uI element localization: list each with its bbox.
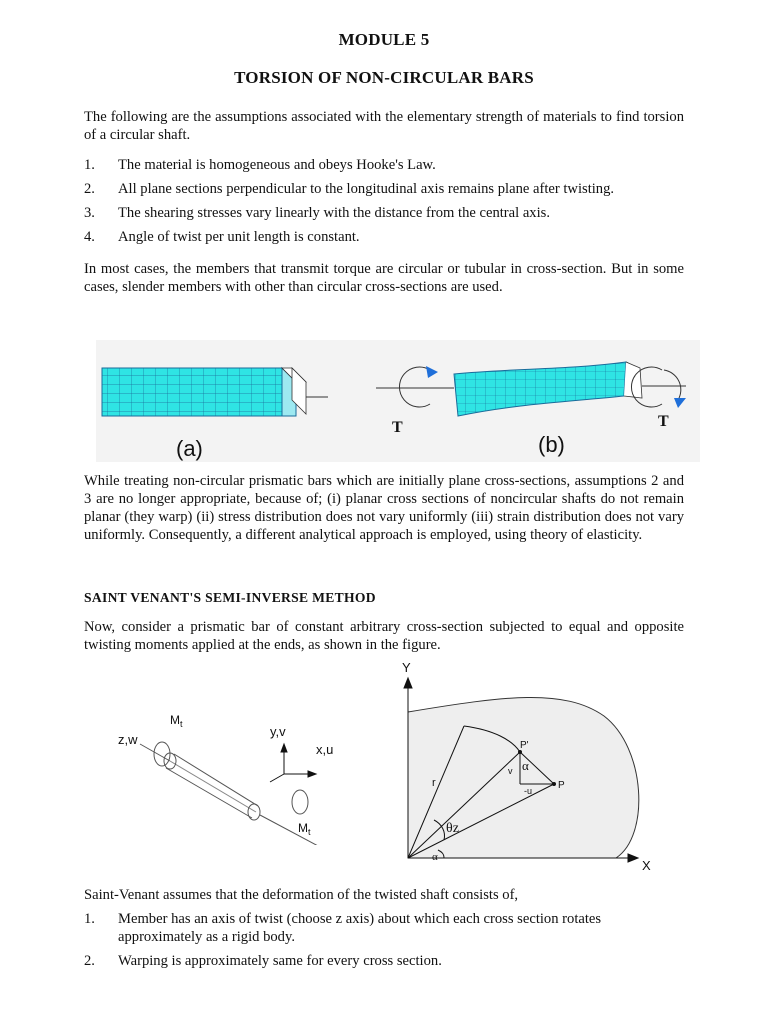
list-item: 2. Warping is approximately same for every cross section. xyxy=(84,953,442,969)
list-item: 4. Angle of twist per unit length is constant. xyxy=(84,229,360,245)
section-paragraph: Now, consider a prismatic bar of constant arbitrary cross-section subjected to equal and opposite twisting moments applied at the ends, as shown in the figure. xyxy=(84,619,684,653)
u-label: -u xyxy=(524,786,533,796)
y-axis-label: Y xyxy=(402,660,411,675)
r-label: r xyxy=(432,777,436,789)
saint-venant-paragraph: Saint-Venant assumes that the deformation of the twisted shaft consists of, xyxy=(84,887,519,903)
v-label: v xyxy=(508,766,513,776)
p-label: P xyxy=(558,780,565,791)
alpha-label-top: α xyxy=(522,758,529,773)
list-item: 1. The material is homogeneous and obeys Hooke's Law. xyxy=(84,157,436,173)
theta-label: θz xyxy=(446,821,459,836)
noncircular-paragraph: While treating non-circular prismatic bars which are initially plane cross-sections, assumptions 2 and 3 are no longer appropriate, because of; (i) planar cross sections of noncircular shafts do not remain planar (they warp) (ii) stress distribution does not vary uniformly (iii) strain distribution does not vary uniformly. Consequently, a different analytical approach is employed, using theory of elasticity. xyxy=(84,473,684,543)
torque-label-right: T xyxy=(658,413,669,430)
cross-section-figure xyxy=(384,656,674,872)
shaft-icon xyxy=(140,742,320,845)
list-item: 1. Member has an axis of twist (choose z axis) about which each cross section rotates approximately as a rigid body. xyxy=(84,911,602,945)
cross-section-shape xyxy=(408,697,639,858)
label-a: (a) xyxy=(176,436,203,461)
bar-a-icon xyxy=(102,368,328,416)
module-heading: MODULE 5 xyxy=(338,30,430,49)
bar-figure xyxy=(96,340,700,462)
pprime-label: P' xyxy=(520,740,529,751)
cases-paragraph: In most cases, the members that transmit torque are circular or tubular in cross-section. But in some cases, slender members with other than circular cross-sections are used. xyxy=(84,261,684,295)
section-heading: SAINT VENANT'S SEMI-INVERSE METHOD xyxy=(84,590,376,605)
list-item: 3. The shearing stresses vary linearly with the distance from the central axis. xyxy=(84,205,550,221)
list-item: 2. All plane sections perpendicular to the longitudinal axis remains plane after twisting. xyxy=(84,181,615,197)
shaft-figure xyxy=(110,710,360,845)
intro-paragraph: The following are the assumptions associated with the elementary strength of materials to find torsion of a circular shaft. xyxy=(84,109,684,143)
label-b: (b) xyxy=(538,432,565,457)
xu-label: x,u xyxy=(316,742,334,757)
page-title: TORSION OF NON-CIRCULAR BARS xyxy=(234,68,534,87)
point-p-icon xyxy=(552,782,556,786)
alpha-label-bottom: α xyxy=(432,851,438,863)
mt-label-top: $M_t$ xyxy=(170,713,183,729)
saint-venant-list xyxy=(84,910,684,970)
torque-label-left: T xyxy=(392,419,403,436)
x-axis-label: X xyxy=(642,858,651,872)
assumptions-list xyxy=(84,156,684,246)
mt-label-bottom: $M_t$ xyxy=(298,821,311,837)
yv-label: y,v xyxy=(270,724,286,739)
axis-arrows-icon xyxy=(270,744,316,782)
zw-label: z,w xyxy=(118,732,138,747)
